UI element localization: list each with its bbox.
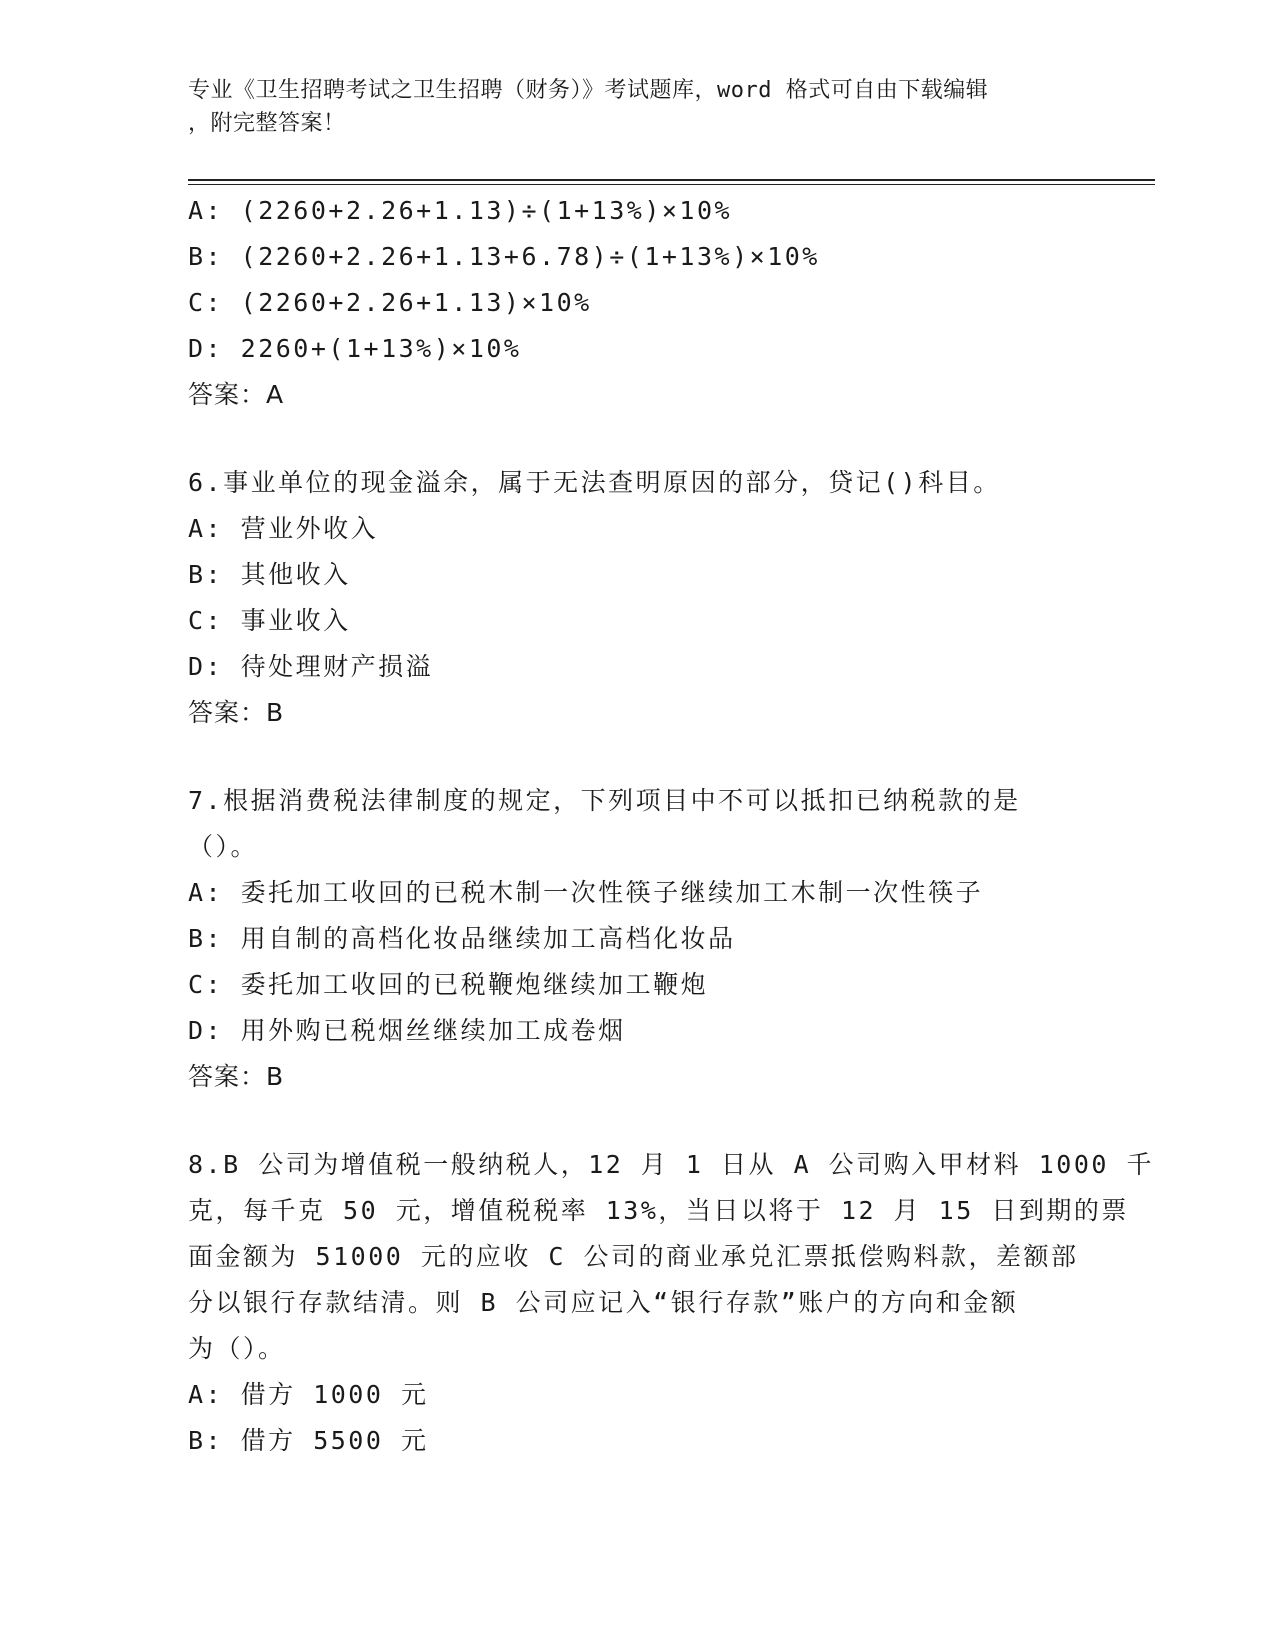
question-6 — [188, 460, 1088, 736]
question-stem-continued: 克，每千克 50 元，增值税税率 13%，当日以将于 12 月 15 日到期的票 — [188, 1196, 1129, 1225]
answer: 答案：A — [188, 380, 285, 409]
question-stem: 7.根据消费税法律制度的规定，下列项目中不可以抵扣已纳税款的是 — [188, 786, 1021, 815]
option-b: B: (2260+2.26+1.13+6.78)÷(1+13%)×10% — [188, 242, 820, 271]
option-d: D: 待处理财产损溢 — [188, 652, 434, 681]
option-c: C: (2260+2.26+1.13)×10% — [188, 288, 592, 317]
question-stem-continued: 分以银行存款结清。则 B 公司应记入“银行存款”账户的方向和金额 — [188, 1288, 1019, 1317]
option-a: A: 委托加工收回的已税木制一次性筷子继续加工木制一次性筷子 — [188, 878, 984, 907]
option-a: A: 营业外收入 — [188, 514, 379, 543]
option-b: B: 其他收入 — [188, 560, 351, 589]
answer: 答案：B — [188, 1062, 285, 1091]
header-divider-thin — [188, 184, 1155, 185]
option-c: C: 事业收入 — [188, 606, 351, 635]
option-d: D: 用外购已税烟丝继续加工成卷烟 — [188, 1016, 626, 1045]
document-header — [188, 74, 1068, 140]
option-c: C: 委托加工收回的已税鞭炮继续加工鞭炮 — [188, 970, 709, 999]
option-b: B: 用自制的高档化妆品继续加工高档化妆品 — [188, 924, 736, 953]
question-stem-continued: 面金额为 51000 元的应收 C 公司的商业承兑汇票抵偿购料款，差额部 — [188, 1242, 1079, 1271]
question-stem: 8.B 公司为增值税一般纳税人，12 月 1 日从 A 公司购入甲材料 1000 千 — [188, 1150, 1154, 1179]
question-stem: 6.事业单位的现金溢余，属于无法查明原因的部分，贷记()科目。 — [188, 468, 1001, 497]
question-stem-continued: 为（）。 — [188, 1334, 286, 1363]
question-8 — [188, 1142, 1154, 1464]
option-d: D: 2260+(1+13%)×10% — [188, 334, 522, 363]
question-5 — [188, 188, 1088, 418]
header-line-1: 专业《卫生招聘考试之卫生招聘（财务）》考试题库，word 格式可自由下载编辑 — [188, 78, 989, 103]
question-stem-continued: （）。 — [188, 832, 259, 861]
question-7 — [188, 778, 1088, 1100]
answer: 答案：B — [188, 698, 285, 727]
question-list — [188, 188, 1154, 1464]
header-line-2: ，附完整答案！ — [188, 111, 346, 136]
option-b: B: 借方 5500 元 — [188, 1426, 429, 1455]
option-a: A: 借方 1000 元 — [188, 1380, 429, 1409]
option-a: A: (2260+2.26+1.13)÷(1+13%)×10% — [188, 196, 733, 225]
header-divider — [188, 179, 1155, 181]
